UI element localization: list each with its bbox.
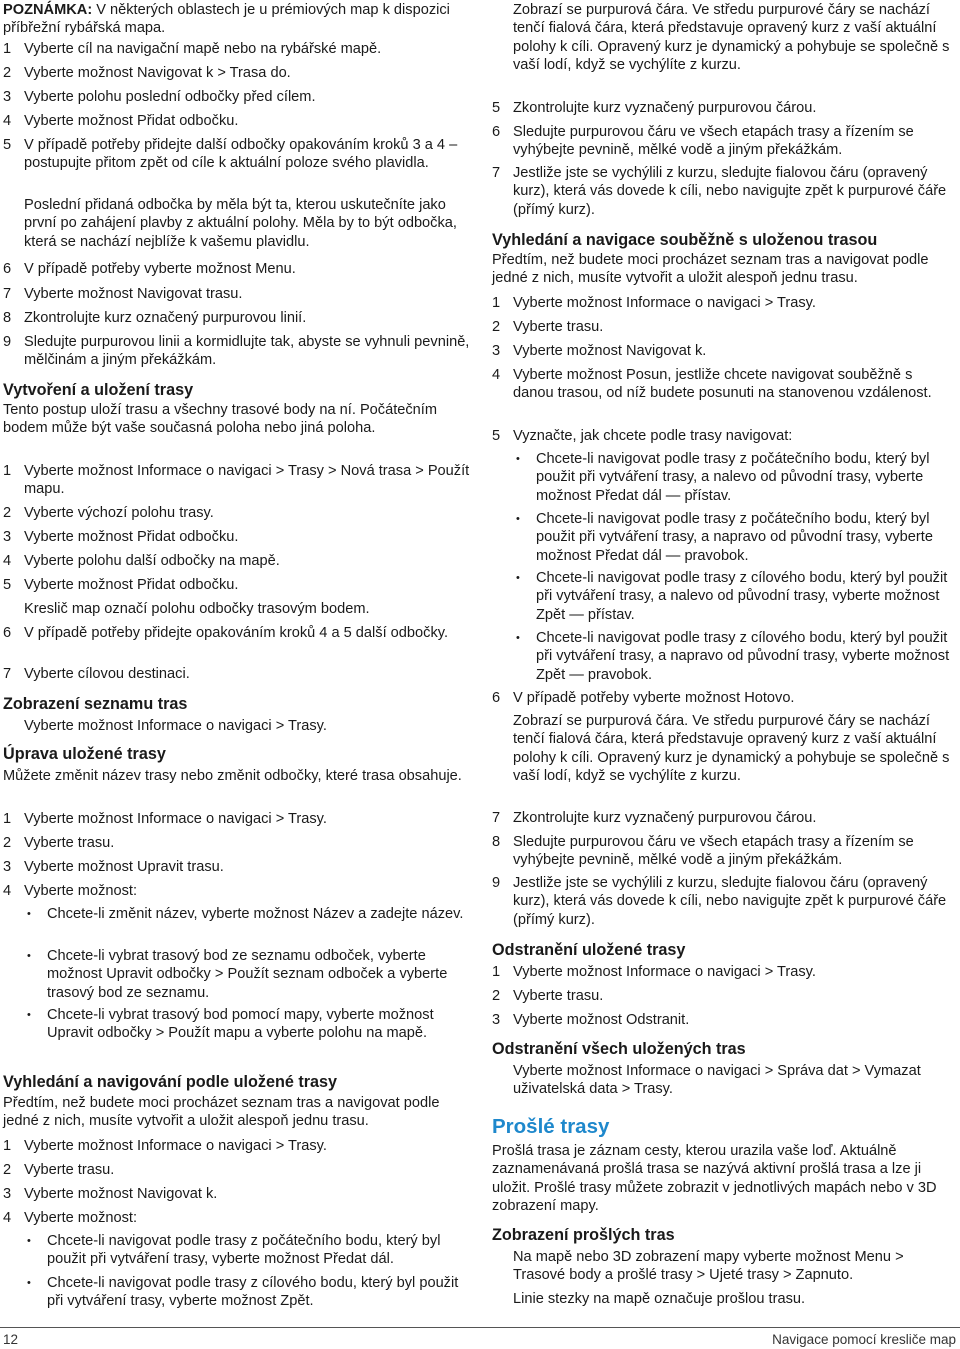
section-heading: Zobrazení seznamu tras bbox=[3, 695, 188, 713]
list-item: 7 Zkontrolujte kurz vyznačený purpurovou čárou. bbox=[492, 810, 817, 826]
bullet-item: • Chcete-li vybrat trasový bod pomocí mapy, vyberte možnost Upravit odbočky > Použít mapu a vyberte polohu na mapě. bbox=[27, 1007, 434, 1042]
list-item: 4 Vyberte možnost Přidat odbočku. bbox=[3, 113, 239, 129]
list-item: 5 V případě potřeby přidejte další odbočky opakováním kroků 3 a 4 – postupujte přitom zpět od cíle k aktuální poloze svého plavidla. bbox=[3, 137, 458, 172]
section-intro: Předtím, než budete moci procházet seznam tras a navigovat podle jedné z nich, musíte vytvořit a uložit alespoň jednu trasu. bbox=[492, 252, 929, 287]
list-item: 8 Sledujte purpurovou čáru ve všech etapách trasy a řízením se vyhýbejte pevnině, mělké vodě a jiným překážkám. bbox=[492, 834, 914, 869]
step-note: Zobrazí se purpurová čára. Ve středu purpurové čáry se nachází tenčí fialová čára, která představuje opravený kurz z vaší aktuální polohy k cíli. Opravený kurz je dynamický a pohybuje se společně s vaší lodí, když se vychýlíte z kurzu. bbox=[513, 2, 950, 74]
list-item: 6 V případě potřeby přidejte opakováním kroků 4 a 5 další odbočky. bbox=[3, 625, 449, 641]
list-item: 1 Vyberte cíl na navigační mapě nebo na rybářské mapě. bbox=[3, 41, 382, 57]
section-heading: Zobrazení prošlých tras bbox=[492, 1226, 675, 1244]
list-item: 3 Vyberte možnost Navigovat k. bbox=[492, 343, 707, 359]
section-intro: Tento postup uloží trasu a všechny trasové body na ní. Počátečním bodem může být vaše současná poloha nebo jiná poloha. bbox=[3, 402, 438, 437]
page-number: 12 bbox=[3, 1332, 19, 1347]
step-note: Linie stezky na mapě označuje prošlou trasu. bbox=[513, 1291, 806, 1307]
section-heading: Odstranění všech uložených tras bbox=[492, 1040, 746, 1058]
section-heading: Úprava uložené trasy bbox=[3, 745, 166, 763]
list-item: 3 Vyberte polohu poslední odbočky před cílem. bbox=[3, 89, 316, 105]
section-text: Vyberte možnost Informace o navigaci > Trasy. bbox=[24, 718, 327, 734]
list-item: 3 Vyberte možnost Upravit trasu. bbox=[3, 859, 224, 875]
step-note: Poslední přidaná odbočka by měla být ta, kterou uskutečníte jako první po zahájení plavby z aktuální polohy. Měla by to být odbočka, která se nachází nejblíže k vašemu plavidlu. bbox=[24, 197, 457, 250]
list-item: 4 Vyberte možnost: bbox=[3, 1210, 138, 1226]
list-item: 2 Vyberte trasu. bbox=[3, 835, 115, 851]
list-item: 2 Vyberte výchozí polohu trasy. bbox=[3, 505, 214, 521]
bullet-item: • Chcete-li navigovat podle trasy z cílového bodu, který byl použit při vytváření trasy, vyberte možnost Zpět. bbox=[27, 1275, 459, 1310]
list-item: 9 Jestliže jste se vychýlili z kurzu, sledujte fialovou čáru (opravený kurz), která vás dovede k cíli, nebo navigujte zpět k purpurové čáře (přímý kurz). bbox=[492, 875, 947, 928]
list-item: 6 V případě potřeby vyberte možnost Menu. bbox=[3, 261, 296, 277]
list-item: 1 Vyberte možnost Informace o navigaci > Trasy > Nová trasa > Použít mapu. bbox=[3, 463, 470, 498]
footer-section-title: Navigace pomocí kresliče map bbox=[772, 1332, 956, 1347]
footer-rule bbox=[0, 1327, 960, 1328]
list-item: 1 Vyberte možnost Informace o navigaci > Trasy. bbox=[3, 811, 327, 827]
list-item: 7 Vyberte cílovou destinaci. bbox=[3, 666, 190, 682]
list-item: 2 Vyberte trasu. bbox=[3, 1162, 115, 1178]
list-item: 1 Vyberte možnost Informace o navigaci > Trasy. bbox=[3, 1138, 327, 1154]
list-item: 2 Vyberte trasu. bbox=[492, 319, 604, 335]
list-item: 4 Vyberte možnost Posun, jestliže chcete navigovat souběžně s danou trasou, od níž budete posunuti na stanovenou vzdálenost. bbox=[492, 367, 932, 402]
list-item: 9 Sledujte purpurovou linii a kormidlujte tak, abyste se vyhnuli pevnině, mělčinám a jiným překážkám. bbox=[3, 334, 470, 369]
section-intro: Prošlá trasa je záznam cesty, kterou urazila vaše loď. Aktuálně zaznamenávaná prošlá trasa se nazývá aktivní prošlá trasa a lze ji uložit. Prošlé trasy můžete zobrazit v jednotlivých mapách nebo v 3D zobrazení mapy. bbox=[492, 1143, 937, 1215]
list-item: 2 Vyberte možnost Navigovat k > Trasa do. bbox=[3, 65, 291, 81]
list-item: 5 Vyznačte, jak chcete podle trasy navigovat: bbox=[492, 428, 793, 444]
bullet-item: • Chcete-li navigovat podle trasy z počátečního bodu, který byl použit při vytváření trasy, a nalevo od původní trasy, vyberte možnost Předat dál — přístav. bbox=[516, 451, 930, 504]
list-item: 3 Vyberte možnost Navigovat k. bbox=[3, 1186, 218, 1202]
list-item: 1 Vyberte možnost Informace o navigaci > Trasy. bbox=[492, 964, 816, 980]
list-item: 6 Sledujte purpurovou čáru ve všech etapách trasy a řízením se vyhýbejte pevnině, mělké vodě a jiným překážkám. bbox=[492, 124, 914, 159]
section-text: Vyberte možnost Informace o navigaci > Správa dat > Vymazat uživatelská data > Trasy. bbox=[513, 1063, 921, 1098]
step-note: Kreslič map označí polohu odbočky trasovým bodem. bbox=[24, 601, 370, 617]
list-item: 4 Vyberte polohu další odbočky na mapě. bbox=[3, 553, 280, 569]
list-item: 6 V případě potřeby vyberte možnost Hotovo. bbox=[492, 690, 795, 706]
list-item: 4 Vyberte možnost: bbox=[3, 883, 138, 899]
bullet-item: • Chcete-li navigovat podle trasy z cílového bodu, který byl použit při vytváření trasy, a nalevo od původní trasy, vyberte možnost Zpět — přístav. bbox=[516, 570, 948, 623]
section-heading: Vyhledání a navigování podle uložené trasy bbox=[3, 1073, 338, 1091]
list-item: 1 Vyberte možnost Informace o navigaci > Trasy. bbox=[492, 295, 816, 311]
list-item: 3 Vyberte možnost Odstranit. bbox=[492, 1012, 690, 1028]
section-heading: Vytvoření a uložení trasy bbox=[3, 381, 194, 399]
list-item: 7 Jestliže jste se vychýlili z kurzu, sledujte fialovou čáru (opravený kurz), která vás dovede k cíli, nebo navigujte zpět k purpurové čáře (přímý kurz). bbox=[492, 165, 947, 218]
section-heading: Vyhledání a navigace souběžně s uloženou trasou bbox=[492, 231, 878, 249]
bullet-item: • Chcete-li změnit název, vyberte možnost Název a zadejte název. bbox=[27, 906, 464, 922]
list-item: 2 Vyberte trasu. bbox=[492, 988, 604, 1004]
list-item: 7 Vyberte možnost Navigovat trasu. bbox=[3, 286, 243, 302]
bullet-item: • Chcete-li navigovat podle trasy z počátečního bodu, který byl použit při vytváření trasy, a napravo od původní trasy, vyberte možnost Předat dál — pravobok. bbox=[516, 511, 933, 564]
note-paragraph: POZNÁMKA: V některých oblastech je u prémiových map k dispozici příbřežní rybářská mapa. bbox=[3, 2, 450, 37]
step-note: Zobrazí se purpurová čára. Ve středu purpurové čáry se nachází tenčí fialová čára, která představuje opravený kurz z vaší aktuální polohy k cíli. Opravený kurz je dynamický a pohybuje se společně s vaší lodí, když se vychýlíte z kurzu. bbox=[513, 713, 950, 785]
bullet-item: • Chcete-li navigovat podle trasy z počátečního bodu, který byl použit při vytváření trasy, vyberte možnost Předat dál. bbox=[27, 1233, 441, 1268]
bullet-item: • Chcete-li navigovat podle trasy z cílového bodu, který byl použit při vytváření trasy, a napravo od původní trasy, vyberte možnost Zpět — pravobok. bbox=[516, 630, 950, 683]
section-heading: Odstranění uložené trasy bbox=[492, 941, 686, 959]
section-intro: Předtím, než budete moci procházet seznam tras a navigovat podle jedné z nich, musíte vytvořit a uložit alespoň jednu trasu. bbox=[3, 1095, 440, 1130]
list-item: 5 Vyberte možnost Přidat odbočku. bbox=[3, 577, 239, 593]
section-intro: Můžete změnit název trasy nebo změnit odbočky, které trasa obsahuje. bbox=[3, 768, 462, 784]
list-item: 5 Zkontrolujte kurz vyznačený purpurovou čárou. bbox=[492, 100, 817, 116]
chapter-heading: Prošlé trasy bbox=[492, 1115, 610, 1138]
bullet-item: • Chcete-li vybrat trasový bod ze seznamu odboček, vyberte možnost Upravit odbočky > Použít seznam odboček a vyberte trasový bod ze seznamu. bbox=[27, 948, 448, 1001]
section-text: Na mapě nebo 3D zobrazení mapy vyberte možnost Menu > Trasové body a prošlé trasy > Ujeté trasy > Zapnuto. bbox=[513, 1249, 904, 1284]
list-item: 8 Zkontrolujte kurz označený purpurovou linií. bbox=[3, 310, 307, 326]
list-item: 3 Vyberte možnost Přidat odbočku. bbox=[3, 529, 239, 545]
